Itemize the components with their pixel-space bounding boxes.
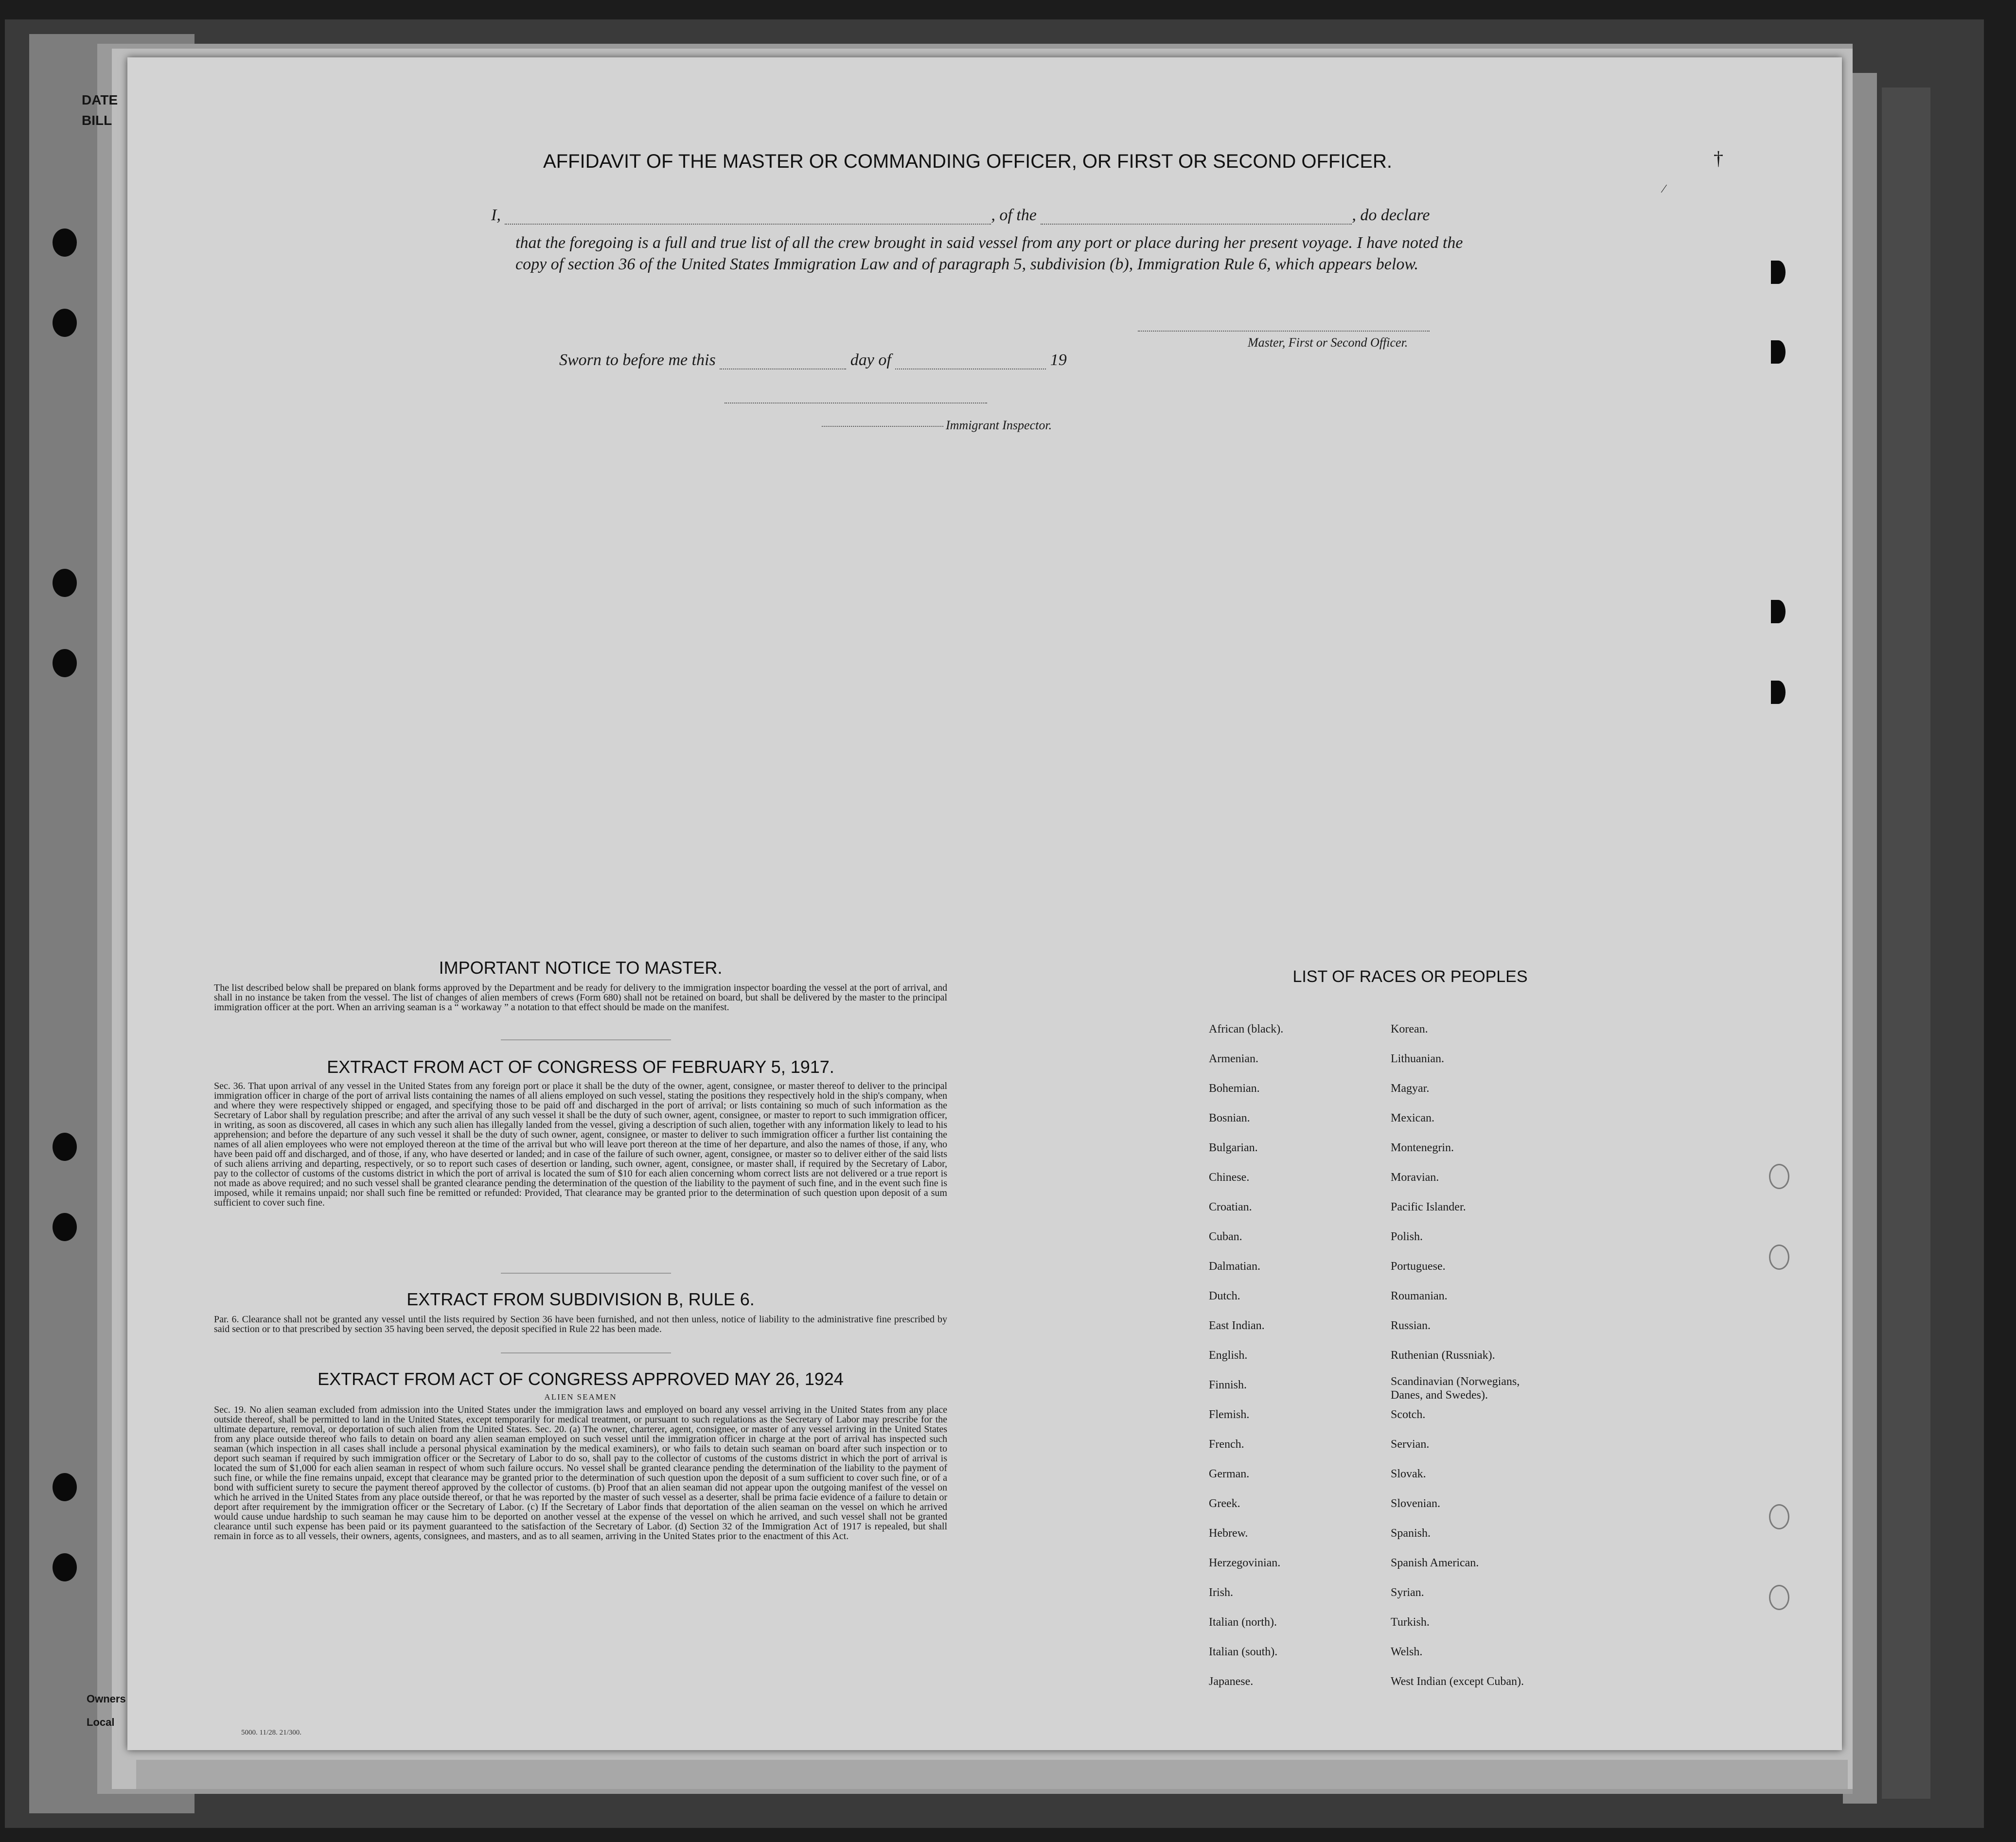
race-item: Dutch.	[1209, 1290, 1240, 1302]
race-item: Polish.	[1391, 1230, 1423, 1243]
signature-caption: Master, First or Second Officer.	[1248, 335, 1408, 350]
divider	[501, 1039, 671, 1040]
binder-hole	[53, 1213, 77, 1241]
race-item: Greek.	[1209, 1497, 1240, 1510]
race-item: English.	[1209, 1349, 1248, 1362]
sworn-day-blank[interactable]	[720, 354, 846, 369]
race-item: Moravian.	[1391, 1171, 1439, 1184]
binder-hole	[53, 309, 77, 337]
race-item: Hebrew.	[1209, 1527, 1248, 1540]
binder-hole	[1771, 681, 1786, 704]
notice-text: The list described below shall be prepared on blank forms approved by the Department and be ready for delivery to the immigration inspector boarding the vessel at the port of arrival, and shall in no instance be taken from the vessel. The list of changes of alien members of crews (Form 680) shall not be retained on board, but shall be delivered by the master to the principal immigration officer at the port. When an arriving seaman is a “ workaway ” a notation to that effect should be made on the manifest.	[214, 982, 947, 1013]
vessel-blank[interactable]	[1041, 209, 1352, 225]
race-item: Roumanian.	[1391, 1290, 1448, 1302]
race-item: Portuguese.	[1391, 1260, 1446, 1273]
race-item: Japanese.	[1209, 1675, 1254, 1688]
do-declare-label: , do declare	[1352, 206, 1430, 224]
race-item: Flemish.	[1209, 1408, 1250, 1421]
binder-hole	[1769, 1245, 1789, 1270]
race-item: Chinese.	[1209, 1171, 1250, 1184]
race-item: French.	[1209, 1438, 1244, 1451]
race-item: Cuban.	[1209, 1230, 1242, 1243]
race-item: German.	[1209, 1468, 1250, 1480]
binder-hole	[53, 569, 77, 597]
binder-hole	[53, 228, 77, 257]
sworn-year-label: 19	[1050, 351, 1067, 369]
binder-hole	[53, 1553, 77, 1581]
binder-hole	[1769, 1164, 1789, 1189]
binder-hole	[1771, 340, 1786, 364]
extract-1924-subhead: ALIEN SEAMEN	[544, 1392, 617, 1402]
race-item: Servian.	[1391, 1438, 1430, 1451]
binder-hole	[1769, 1504, 1789, 1529]
race-item: Pacific Islander.	[1391, 1201, 1466, 1213]
inspector-caption: Immigrant Inspector.	[946, 418, 1052, 432]
name-blank[interactable]	[505, 209, 991, 225]
race-item: Croatian.	[1209, 1201, 1252, 1213]
corner-tick: ⁄	[1663, 183, 1665, 195]
of-the-label: , of the	[991, 206, 1037, 224]
corner-mark: †	[1714, 147, 1723, 169]
sworn-line	[559, 351, 1067, 369]
race-item: Spanish.	[1391, 1527, 1431, 1540]
race-item: Italian (north).	[1209, 1616, 1277, 1629]
race-item: Slovak.	[1391, 1468, 1426, 1480]
divider	[501, 1273, 671, 1274]
race-item: Finnish.	[1209, 1379, 1247, 1391]
race-item: Spanish American.	[1391, 1557, 1479, 1569]
extract-1924-text: Sec. 19. No alien seaman excluded from admission into the United States under the immigration laws and employed on board any vessel arriving in the United States from any place outside thereof, shall be permitted to land in the United States, except temporarily for medical treatment, or pursuant to such regulations as the Secretary of Labor may prescribe for the ultimate departure, removal, or deportation of such alien from the United States. Sec. 20. (a) The owner, charterer, agent, consignee, or master of any vessel arriving in the United States from any place outside thereof who fails to detain on board any alien seaman employed on such vessel until the immigration officer in charge at the port of arrival has inspected such seaman (which inspection in all cases shall include a personal physical examination by the medical examiners), or who fails to detain such seaman on board after such inspection or to deport such seaman if required by such immigration officer or the Secretary of Labor to do so, shall pay to the collector of customs of the customs district in which the port of arrival is located the sum of $1,000 for each alien seaman in respect of whom such failure occurs. No vessel shall be granted clearance pending the determination of the liability to the payment of such fine, or while the fine remains unpaid, except that clearance may be granted prior to the determination of such question upon the deposit of a sum sufficient to cover such fine, or of a bond with sufficient surety to secure the payment thereof approved by the collector of customs. (b) Proof that an alien seaman did not appear upon the outgoing manifest of the vessel on which he arrived in the United States from any place outside thereof, or that he was reported by the master of such vessel as a deserter, shall be prima facie evidence of a failure to detain or deport after requirement by the immigration officer or the Secretary of Labor. (c) If the Secretary of Labor finds that deportation of the alien seaman on the vessel on which he arrived would cause undue hardship to such seaman he may cause him to be deported on another vessel at the expense of the vessel on which he arrived, and such vessel shall not be granted clearance until such expense has been paid or its payment guaranteed to the satisfaction of the Secretary of Labor. (d) Section 32 of the Immigration Act of 1917 is repealed, but shall remain in force as to all vessels, their owners, agents, consignees, and masters, and as to all seamen, arriving in the United States prior to the enactment of this Act.	[214, 1404, 947, 1542]
extract-1917-title: EXTRACT FROM ACT OF CONGRESS OF FEBRUARY 5, 1917.	[327, 1057, 834, 1077]
race-item: Welsh.	[1391, 1646, 1423, 1658]
race-item: Dalmatian.	[1209, 1260, 1260, 1273]
extract-1917-text: Sec. 36. That upon arrival of any vessel in the United States from any foreign port or place it shall be the duty of the owner, agent, consignee, or master thereof to deliver to the principal immigration officer in charge of the port of arrival lists containing the names of all aliens employed on such vessel, stating the positions they respectively hold in the ship's company, when and where they were respectively shipped or engaged, and specifying those to be paid off and discharged in the port of arrival; or lists containing so much of such information as the Secretary of Labor shall by regulation prescribe; and after the arrival of any such vessel it shall be the duty of such owner, agent, consignee, or master to report to such immigration officer, in writing, as soon as discovered, all cases in which any such alien has illegally landed from the vessel, giving a description of such alien, together with any information likely to lead to his apprehension; and before the departure of any such vessel it shall be the duty of such owner, agent, consignee, or master to deliver to such immigration officer a further list containing the names of all alien employees who were not employed thereon at the time of the arrival but who will leave port thereon at the time of her departure, and also the names of those, if any, who have been paid off and discharged, and of those, if any, who have deserted or landed; and in case of the failure of such owner, agent, consignee, or master so to deliver either of the said lists of such aliens arriving and departing, respectively, or so to report such cases of desertion or landing, such owner, agent, consignee, or master shall, if required by the Secretary of Labor, pay to the collector of customs of the customs district in which the port of arrival is located the sum of $10 for each alien concerning whom correct lists are not delivered or a true report is not made as above required; and no such vessel shall be granted clearance pending the determination of the question of the liability to the payment of such fine, and in the event such fine is imposed, while it remains unpaid; nor shall such fine be remitted or refunded: Provided, That clearance may be granted prior to the determination of such question upon deposit of a sum sufficient to cover such fine.	[214, 1081, 947, 1208]
inspector-signature-line[interactable]	[822, 426, 943, 427]
binder-hole	[1771, 261, 1786, 284]
race-item: Scandinavian (Norwegians, Danes, and Swedes).	[1391, 1375, 1520, 1402]
extract-rule6-text: Par. 6. Clearance shall not be granted any vessel until the lists required by Section 36 have been furnished, and not then unless, notice of liability to the administrative fine prescribed by said section or to that prescribed by section 35 having been served, the deposit specified in Rule 22 has been made.	[214, 1314, 947, 1334]
race-item: Ruthenian (Russniak).	[1391, 1349, 1495, 1362]
race-item: Scotch.	[1391, 1408, 1426, 1421]
race-item: Armenian.	[1209, 1053, 1258, 1065]
races-title: LIST OF RACES OR PEOPLES	[1292, 967, 1528, 986]
race-item: Syrian.	[1391, 1586, 1424, 1599]
affidavit-title: AFFIDAVIT OF THE MASTER OR COMMANDING OFFICER, OR FIRST OR SECOND OFFICER.	[543, 151, 1392, 172]
race-item: Mexican.	[1391, 1112, 1434, 1124]
sworn-month-blank[interactable]	[895, 354, 1046, 369]
form-number: 5000. 11/28. 21/300.	[241, 1729, 302, 1737]
race-item: Irish.	[1209, 1586, 1233, 1599]
sworn-day-label: day of	[850, 351, 891, 369]
notice-title: IMPORTANT NOTICE TO MASTER.	[439, 958, 723, 978]
race-item: West Indian (except Cuban).	[1391, 1675, 1524, 1688]
race-item: Montenegrin.	[1391, 1141, 1454, 1154]
race-item: Slovenian.	[1391, 1497, 1440, 1510]
race-item: Bulgarian.	[1209, 1141, 1258, 1154]
race-item: East Indian.	[1209, 1319, 1265, 1332]
binder-hole	[1771, 600, 1786, 623]
extract-1924-title: EXTRACT FROM ACT OF CONGRESS APPROVED MAY 26, 1924	[318, 1369, 844, 1389]
race-item: African (black).	[1209, 1023, 1284, 1035]
race-item: Bosnian.	[1209, 1112, 1250, 1124]
binder-hole	[1769, 1585, 1789, 1610]
affidavit-body: that the foregoing is a full and true list of all the crew brought in said vessel from any port or place during her present voyage. I have noted the copy of section 36 of the United States Immigration Law and of paragraph 5, subdivision (b), Immigration Rule 6, which appears below.	[515, 234, 1463, 273]
binder-hole	[53, 1133, 77, 1161]
tab-label-owners: Owners	[87, 1693, 126, 1705]
race-item: Bohemian.	[1209, 1082, 1260, 1095]
race-item: Korean.	[1391, 1023, 1428, 1035]
race-item: Herzegovinian.	[1209, 1557, 1281, 1569]
tab-label-bill: BILL	[82, 113, 112, 128]
race-item: Russian.	[1391, 1319, 1431, 1332]
affidavit-line-1	[491, 206, 1430, 225]
race-item: Lithuanian.	[1391, 1053, 1444, 1065]
signature-line[interactable]	[1138, 331, 1430, 332]
declarant-prefix: I,	[491, 206, 501, 224]
race-item: Turkish.	[1391, 1616, 1430, 1629]
divider	[501, 1352, 671, 1353]
race-item: Italian (south).	[1209, 1646, 1278, 1658]
binder-hole	[53, 1473, 77, 1501]
tab-label-local: Local	[87, 1716, 115, 1728]
extract-rule6-title: EXTRACT FROM SUBDIVISION B, RULE 6.	[407, 1289, 755, 1309]
race-item: Magyar.	[1391, 1082, 1430, 1095]
sworn-prefix: Sworn to before me this	[559, 351, 716, 369]
binder-hole	[53, 649, 77, 677]
tab-label-date: DATE	[82, 92, 118, 107]
